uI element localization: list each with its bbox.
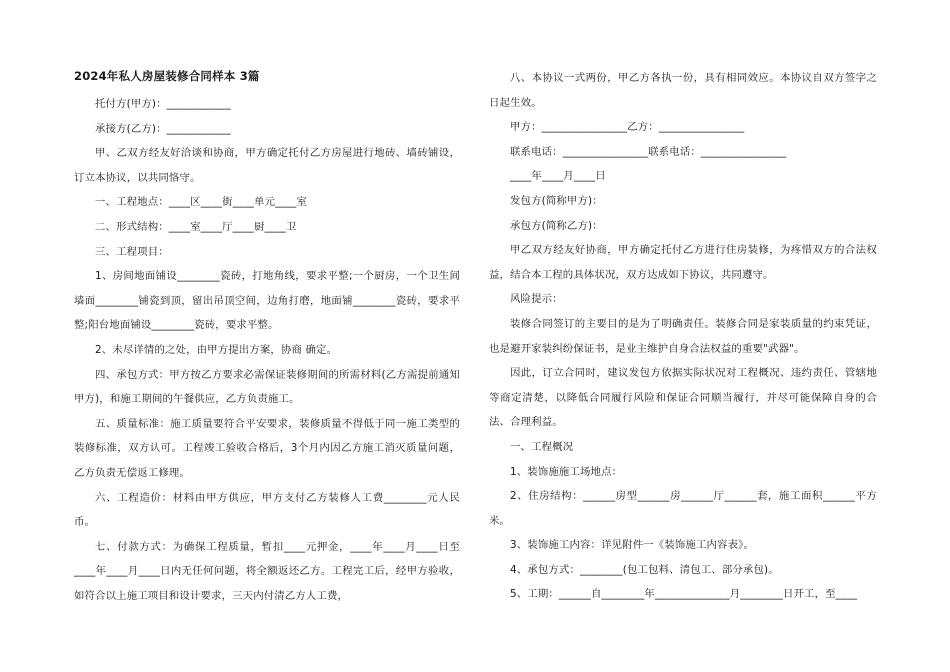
clause-paragraph: 甲、乙双方经友好洽谈和协商，甲方确定托付乙方房屋进行地砖、墙砖铺设，订立本协议，以共同恪守。 <box>74 147 460 184</box>
clause-paragraph: 承接方(乙方)：____________ <box>95 122 231 135</box>
right-column <box>489 66 877 607</box>
section-heading: 一、工程概况 <box>510 440 574 453</box>
clause-paragraph: 托付方(甲方)：____________ <box>95 98 231 110</box>
clause-paragraph: 八、本协议一式两份，甲乙方各执一份，具有相同效应。本协议自双方签字之日起生效。 <box>489 72 877 109</box>
clause-paragraph: 1、房间地面铺设________瓷砖，打地角线，要求平整;一个厨房，一个卫生间墙面________铺瓷到顶，留出吊顶空间，边角打磨，地面铺________瓷砖，要求平整;阳台地面铺设________瓷砖，要求平整。 <box>74 270 460 332</box>
signature-line: 甲方：________________乙方：________________ <box>510 121 745 134</box>
document-title: 2024年私人房屋装修合同样本 3篇 <box>74 69 260 83</box>
clause-paragraph: 五、质量标准：施工质量要符合平安要求，装修质量不得低于同一施工类型的装修标准，双方认可。工程竣工验收合格后，3个月内因乙方施工消灭质量问题，乙方负责无偿返工修理。 <box>74 417 460 479</box>
date-line: ____年____月____日 <box>510 170 606 183</box>
left-column <box>74 66 460 608</box>
clause-paragraph: 承包方(简称乙方)： <box>510 219 603 232</box>
clause-paragraph: 3、装饰施工内容：详见附件一《装饰施工内容表》。 <box>510 539 754 552</box>
clause-paragraph: 六、工程造价：材料由甲方供应，甲方支付乙方装修人工费________元人民币。 <box>74 491 460 529</box>
clause-paragraph: 二、形式结构：____室____厅____厨____卫 <box>95 220 297 233</box>
clause-paragraph: 因此，订立合同时，建议发包方依据实际状况对工程概况、违约责任、管辖地等商定清楚，以降低合同履行风险和保证合同顺当履行，并尽可能保障自身的合法、合理利益。 <box>489 367 877 429</box>
clause-paragraph: 发包方(简称甲方)： <box>510 194 603 207</box>
contact-line: 联系电话：________________联系电话：________________ <box>510 145 787 158</box>
clause-paragraph: 三、工程项目： <box>95 245 169 258</box>
clause-paragraph: 1、装饰施施工场地点： <box>510 465 623 478</box>
clause-paragraph: 四、承包方式：甲方按乙方要求必需保证装修期间的所需材料(乙方需提前通知甲方)，和施工期间的午餐供应，乙方负责施工。 <box>74 368 460 406</box>
clause-paragraph: 装修合同签订的主要目的是为了明确责任。装修合同是家装质量的约束凭证，也是避开家装纠纷保证书，是业主维护自身合法权益的重要"武器"。 <box>489 317 877 355</box>
clause-paragraph: 2、住房结构：______房型______房______厅______套，施工面积______平方米。 <box>489 490 877 527</box>
clause-paragraph: 4、承包方式：________(包工包料、清包工、部分承包)。 <box>510 563 779 576</box>
clause-paragraph: 甲乙双方经友好协商，甲方确定托付乙方进行住房装修，为疼惜双方的合法权益，结合本工程的具体状况，双方达成如下协议，共同遵守。 <box>489 244 877 281</box>
clause-paragraph: 七、付款方式：为确保工程质量，暂扣____元押金，____年____月____日至____年____月____日内无任何问题，将全额返还乙方。工程完工后，经甲方验收，如符合以上施工项目和设计要求，三天内付清乙方人工费， <box>74 540 460 602</box>
clause-paragraph: 5、工期：______自________年______________月________日开工，至____ <box>510 588 858 601</box>
section-heading: 风险提示： <box>510 293 563 306</box>
clause-paragraph: 2、未尽详情的之处，由甲方提出方案，协商 确定。 <box>95 343 338 356</box>
clause-paragraph: 一、工程地点：____区____街____单元____室 <box>95 196 308 209</box>
